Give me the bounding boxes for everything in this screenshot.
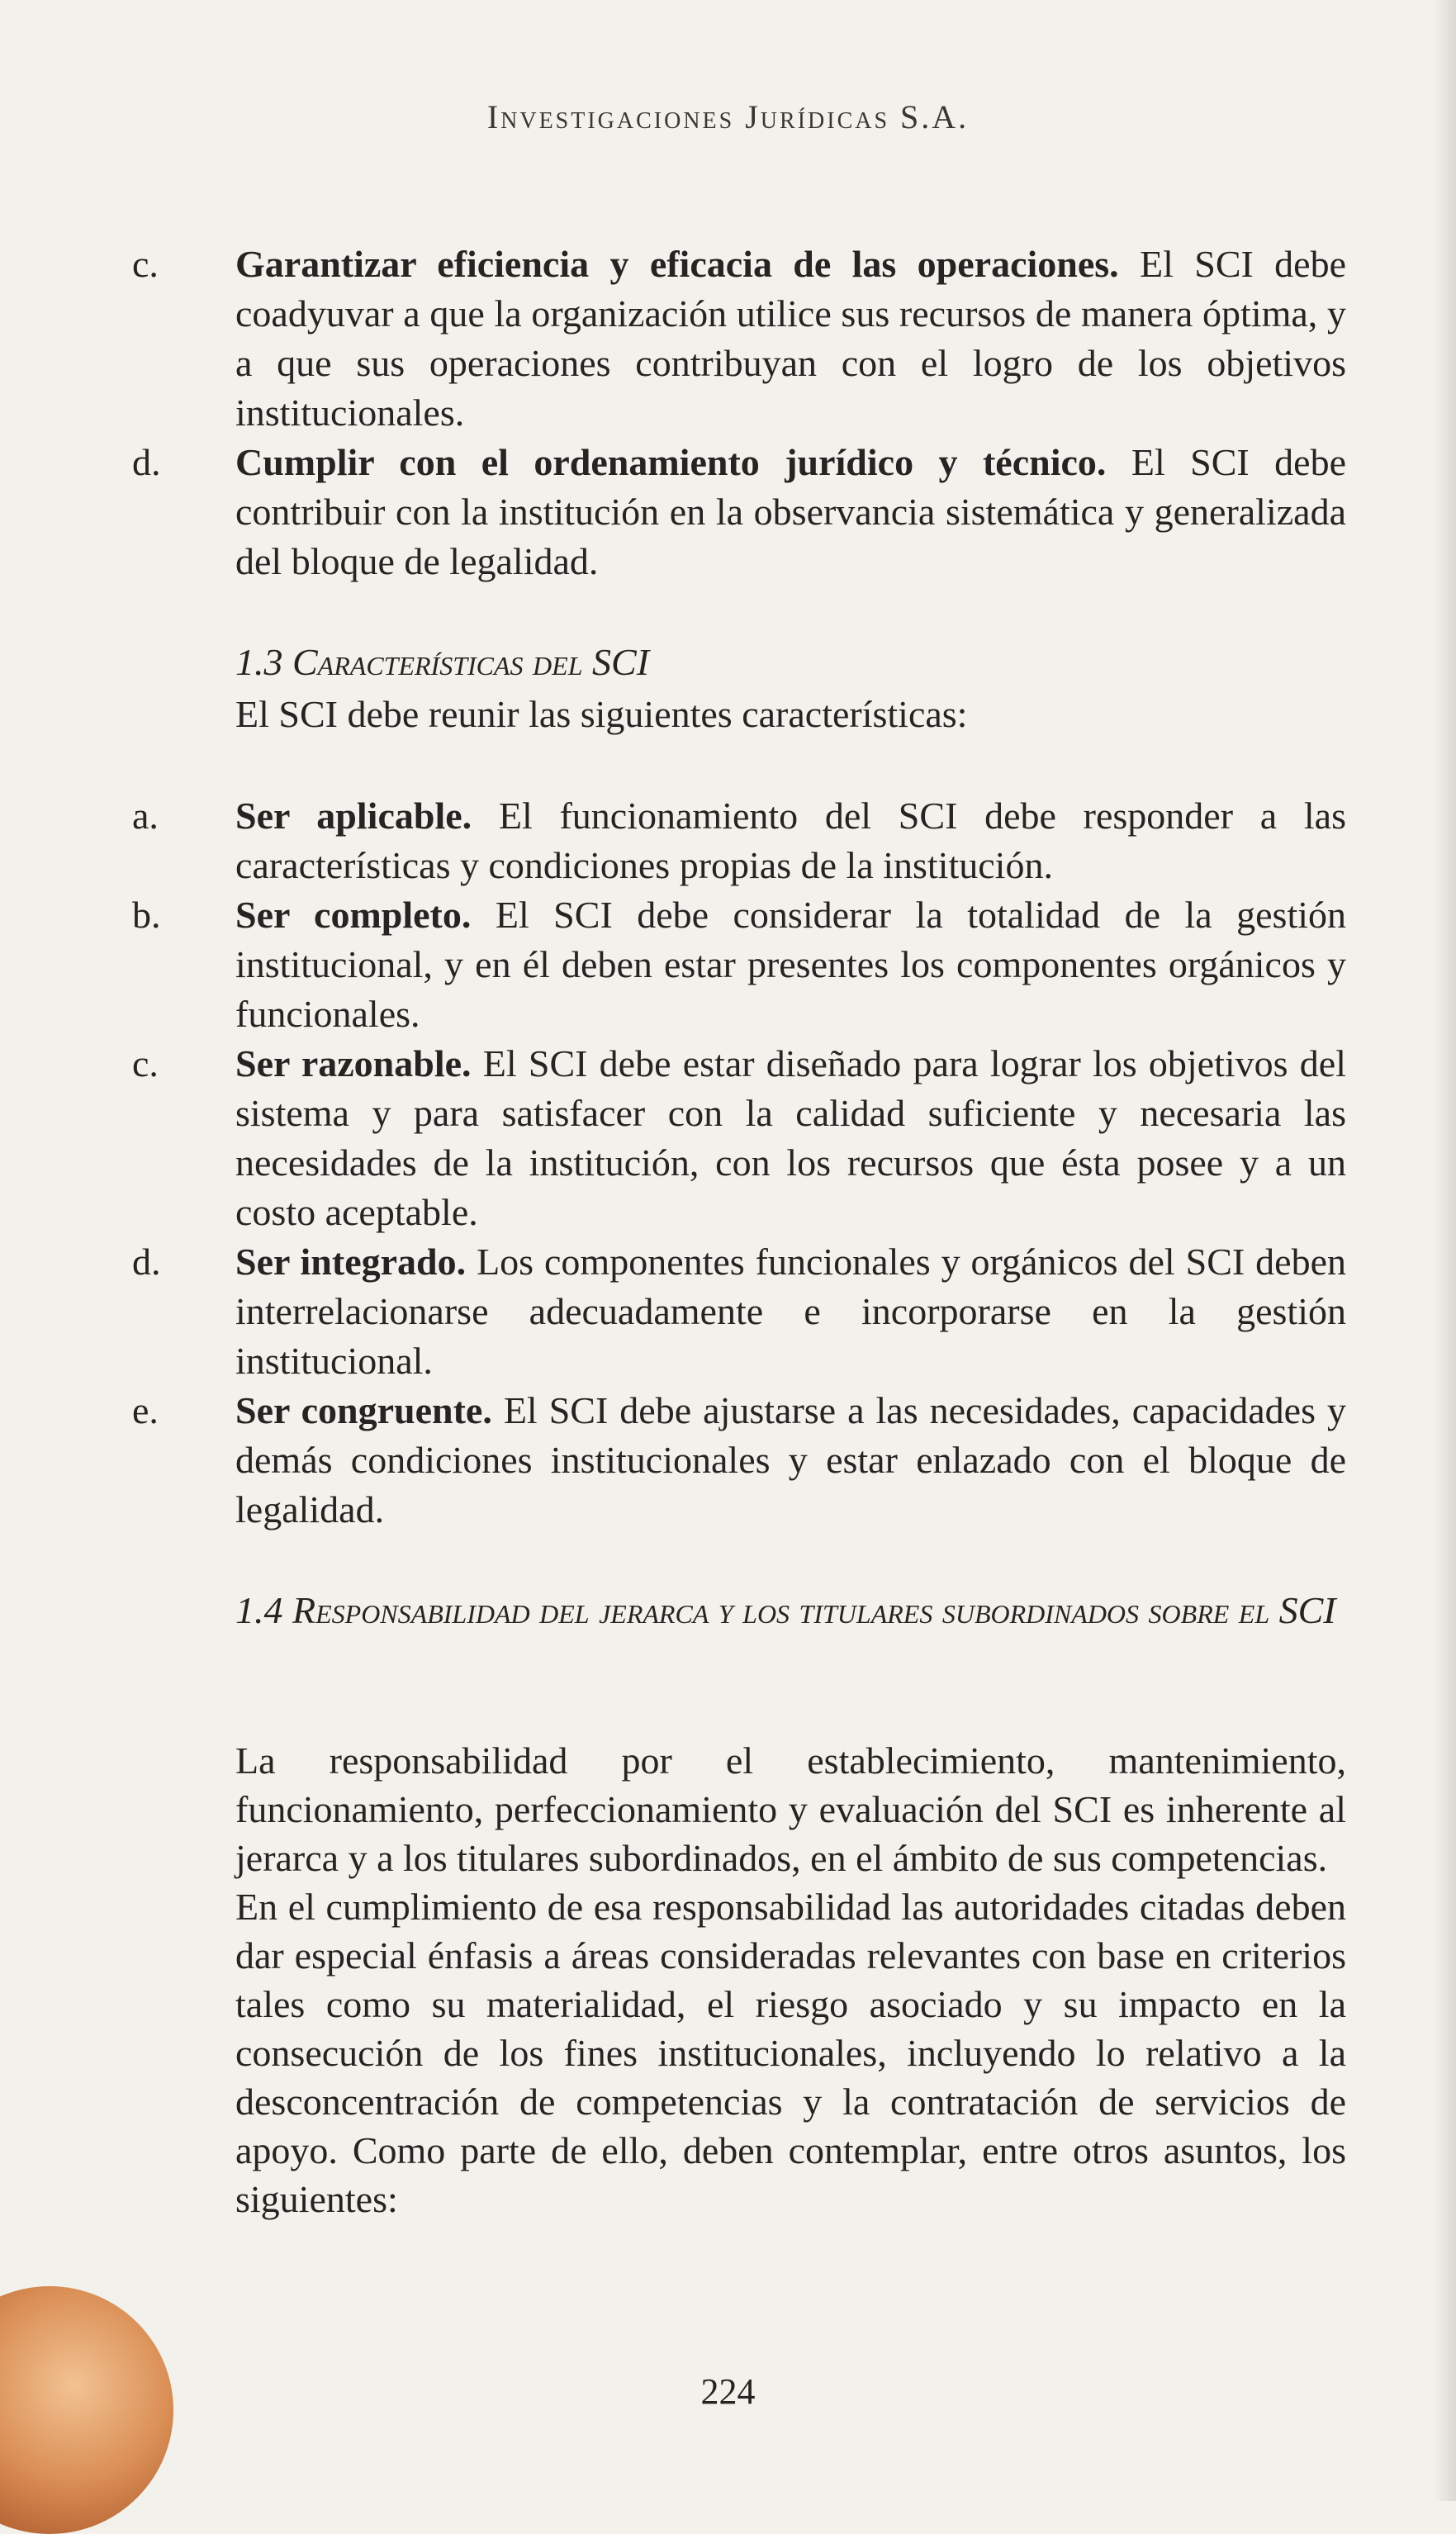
list-marker: a. xyxy=(132,795,159,837)
page-number: 224 xyxy=(700,2371,756,2412)
list-item xyxy=(132,240,1346,438)
list-item-lead: Ser completo. xyxy=(235,894,472,936)
list-marker: b. xyxy=(132,894,161,936)
characteristics-list xyxy=(132,791,1346,1535)
list-item-lead: Cumplir con el ordenamiento jurídico y técnico. xyxy=(235,441,1107,483)
list-item-lead: Ser congruente. xyxy=(235,1389,492,1431)
list-item xyxy=(132,890,1346,1039)
list-item xyxy=(132,791,1346,890)
list-marker: e. xyxy=(132,1389,159,1431)
list-item-lead: Ser aplicable. xyxy=(235,795,472,837)
list-marker: d. xyxy=(132,1241,161,1283)
objectives-list xyxy=(132,240,1346,586)
list-item-text: El SCI debe coadyuvar a que la organización utilice sus recursos de manera óptima, y a que sus operaciones contribuyan con el logro de los objetivos institucionales. xyxy=(235,243,1346,434)
list-item-text: El funcionamiento del SCI debe responder a las características y condiciones propias de la institución. xyxy=(235,795,1346,886)
section-heading: 1.4 Responsabilidad del jerarca y los titulares subordinados sobre el SCI xyxy=(235,1589,1336,1631)
paragraph: La responsabilidad por el establecimiento, mantenimiento, funcionamiento, perfeccionamiento y evaluación del SCI es inherente al jerarca y a los titulares subordinados, en el ámbito de sus competencias. xyxy=(235,1739,1346,1879)
list-item-text: Los componentes funcionales y orgánicos del SCI deben interrelacionarse adecuadamente e incorporarse en la gestión institucional. xyxy=(235,1241,1346,1382)
list-item xyxy=(132,1386,1346,1535)
list-marker: c. xyxy=(132,243,159,285)
list-marker: c. xyxy=(132,1042,159,1084)
list-item-lead: Ser integrado. xyxy=(235,1241,467,1283)
paragraph: En el cumplimiento de esa responsabilidad las autoridades citadas deben dar especial énfasis a áreas consideradas relevantes con base en criterios tales como su materialidad, el riesgo asociado y su impacto en la consecución de los fines institucionales, incluyendo lo relativo a la desconcentración de competencias y la contratación de servicios de apoyo. Como parte de ello, deben contemplar, entre otros asuntos, los siguientes: xyxy=(235,1886,1346,2220)
list-item xyxy=(132,438,1346,586)
section-intro: El SCI debe reunir las siguientes características: xyxy=(235,693,968,735)
list-item-lead: Garantizar eficiencia y eficacia de las operaciones. xyxy=(235,243,1119,285)
list-item xyxy=(132,1237,1346,1386)
list-item-lead: Ser razonable. xyxy=(235,1042,472,1084)
list-item-text: El SCI debe considerar la totalidad de la gestión institucional, y en él deben estar presentes los componentes orgánicos y funcionales. xyxy=(235,894,1347,1035)
list-item-text: El SCI debe ajustarse a las necesidades, capacidades y demás condiciones institucionales y estar enlazado con el bloque de legalidad. xyxy=(235,1389,1346,1530)
section-body xyxy=(235,1736,1346,2223)
list-item-text: El SCI debe contribuir con la institución en la observancia sistemática y generalizada del bloque de legalidad. xyxy=(235,441,1347,582)
list-marker: d. xyxy=(132,441,161,483)
page-edge-shadow xyxy=(1433,0,1456,2501)
list-item-text: El SCI debe estar diseñado para lograr los objetivos del sistema y para satisfacer con la calidad suficiente y necesaria las necesidades de la institución, con los recursos que ésta posee y a un costo aceptable. xyxy=(235,1042,1346,1233)
running-head: Investigaciones Jurídicas S.A. xyxy=(486,98,970,135)
section-heading: 1.3 Características del SCI xyxy=(235,641,650,683)
list-item xyxy=(132,1039,1346,1237)
